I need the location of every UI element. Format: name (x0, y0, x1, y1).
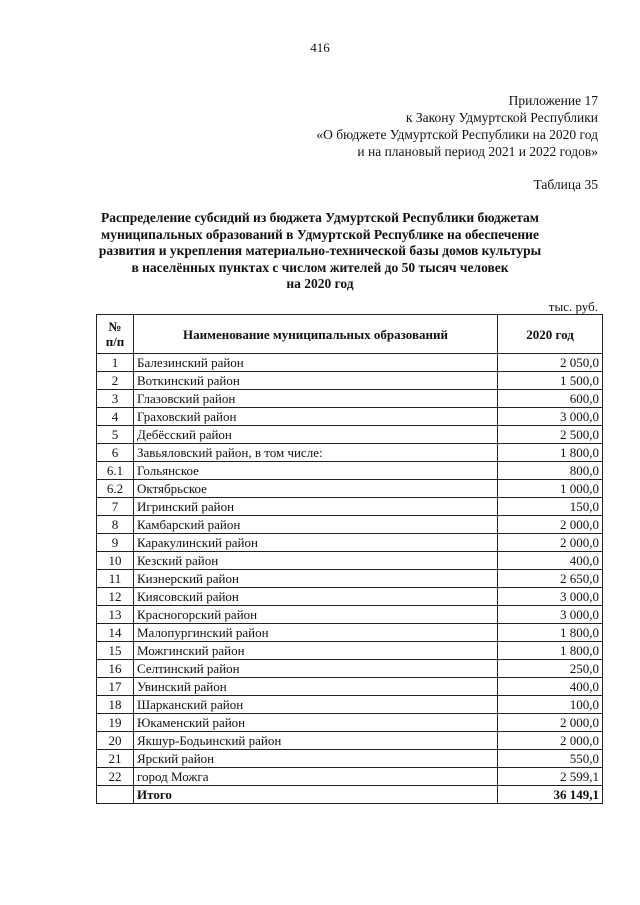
row-number: 16 (97, 660, 134, 678)
row-number: 6.2 (97, 480, 134, 498)
row-number: 21 (97, 750, 134, 768)
row-municipality: Завьяловский район, в том числе: (134, 444, 498, 462)
table-row (97, 372, 603, 390)
row-amount: 1 000,0 (498, 480, 603, 498)
row-number: 17 (97, 678, 134, 696)
row-municipality: Кезский район (134, 552, 498, 570)
header-year: 2020 год (498, 315, 603, 354)
row-municipality: Воткинский район (134, 372, 498, 390)
header-number-symbol: № (108, 319, 122, 334)
row-number: 3 (97, 390, 134, 408)
row-amount: 1 500,0 (498, 372, 603, 390)
row-number: 14 (97, 624, 134, 642)
row-amount: 2 000,0 (498, 516, 603, 534)
row-municipality: Можгинский район (134, 642, 498, 660)
row-number: 13 (97, 606, 134, 624)
row-amount: 2 500,0 (498, 426, 603, 444)
row-number: 4 (97, 408, 134, 426)
row-number: 6.1 (97, 462, 134, 480)
table-header-row (97, 315, 603, 354)
row-municipality: Ярский район (134, 750, 498, 768)
header-name: Наименование муниципальных образований (134, 315, 498, 354)
row-number: 2 (97, 372, 134, 390)
row-municipality: Якшур-Бодьинский район (134, 732, 498, 750)
row-number: 19 (97, 714, 134, 732)
table-row (97, 408, 603, 426)
row-number: 22 (97, 768, 134, 786)
table-row (97, 678, 603, 696)
row-number: 5 (97, 426, 134, 444)
table-row (97, 696, 603, 714)
row-number: 20 (97, 732, 134, 750)
row-amount: 1 800,0 (498, 624, 603, 642)
row-amount: 2 000,0 (498, 732, 603, 750)
row-number: 10 (97, 552, 134, 570)
table-row (97, 768, 603, 786)
row-amount: 2 650,0 (498, 570, 603, 588)
table-row (97, 714, 603, 732)
table-row (97, 660, 603, 678)
title-line: в населённых пунктах с числом жителей до 50 тысяч человек (131, 259, 509, 275)
table-row (97, 624, 603, 642)
appendix-line: к Закону Удмуртской Республики (405, 110, 598, 125)
appendix-line: Приложение 17 (508, 93, 598, 108)
row-number: 6 (97, 444, 134, 462)
table-row (97, 552, 603, 570)
row-amount: 150,0 (498, 498, 603, 516)
row-municipality: Киясовский район (134, 588, 498, 606)
row-number: 18 (97, 696, 134, 714)
row-municipality: Камбарский район (134, 516, 498, 534)
row-municipality: Игринский район (134, 498, 498, 516)
row-number: 7 (97, 498, 134, 516)
total-number-cell (97, 786, 134, 804)
total-amount: 36 149,1 (498, 786, 603, 804)
row-amount: 2 599,1 (498, 768, 603, 786)
row-amount: 3 000,0 (498, 588, 603, 606)
row-amount: 2 050,0 (498, 354, 603, 372)
table-row (97, 588, 603, 606)
table-row (97, 534, 603, 552)
row-number: 12 (97, 588, 134, 606)
table-row (97, 426, 603, 444)
header-number-pp: п/п (105, 334, 125, 349)
row-amount: 2 000,0 (498, 534, 603, 552)
row-municipality: Увинский район (134, 678, 498, 696)
row-number: 9 (97, 534, 134, 552)
table-row (97, 606, 603, 624)
page-number: 416 (310, 40, 330, 55)
row-amount: 1 800,0 (498, 642, 603, 660)
row-amount: 2 000,0 (498, 714, 603, 732)
row-municipality: Красногорский район (134, 606, 498, 624)
table-row (97, 570, 603, 588)
row-amount: 400,0 (498, 552, 603, 570)
appendix-line: «О бюджете Удмуртской Республики на 2020 год (316, 127, 598, 142)
total-label: Итого (134, 786, 498, 804)
row-municipality: Балезинский район (134, 354, 498, 372)
table-row (97, 750, 603, 768)
row-amount: 3 000,0 (498, 408, 603, 426)
table-row (97, 354, 603, 372)
row-municipality: Юкаменский район (134, 714, 498, 732)
table-row (97, 480, 603, 498)
row-municipality: Шарканский район (134, 696, 498, 714)
document-title (80, 210, 560, 293)
row-amount: 400,0 (498, 678, 603, 696)
table-row (97, 390, 603, 408)
table-row (97, 498, 603, 516)
table-row (97, 516, 603, 534)
row-amount: 1 800,0 (498, 444, 603, 462)
title-line: муниципальных образований в Удмуртской Республике на обеспечение (101, 226, 539, 242)
row-municipality: Октябрьское (134, 480, 498, 498)
header-number (97, 315, 134, 354)
appendix-block (316, 92, 598, 160)
row-municipality: Малопургинский район (134, 624, 498, 642)
row-amount: 3 000,0 (498, 606, 603, 624)
appendix-line: и на плановый период 2021 и 2022 годов» (357, 144, 598, 159)
row-amount: 550,0 (498, 750, 603, 768)
row-municipality: Дебёсский район (134, 426, 498, 444)
row-municipality: город Можга (134, 768, 498, 786)
row-number: 1 (97, 354, 134, 372)
row-amount: 800,0 (498, 462, 603, 480)
table-body (97, 354, 603, 804)
title-line: Распределение субсидий из бюджета Удмуртской Республики бюджетам (100, 210, 540, 225)
row-amount: 600,0 (498, 390, 603, 408)
table-number: Таблица 35 (533, 177, 598, 192)
row-municipality: Граховский район (134, 408, 498, 426)
row-municipality: Гольянское (134, 462, 498, 480)
row-number: 8 (97, 516, 134, 534)
row-municipality: Каракулинский район (134, 534, 498, 552)
total-row (97, 786, 603, 804)
row-municipality: Глазовский район (134, 390, 498, 408)
table-row (97, 444, 603, 462)
row-amount: 100,0 (498, 696, 603, 714)
title-line: развития и укрепления материально-технической базы домов культуры (98, 243, 542, 258)
units-label: тыс. руб. (548, 299, 598, 314)
row-municipality: Селтинский район (134, 660, 498, 678)
row-municipality: Кизнерский район (134, 570, 498, 588)
title-line: на 2020 год (286, 276, 354, 291)
row-number: 15 (97, 642, 134, 660)
table-row (97, 732, 603, 750)
row-number: 11 (97, 570, 134, 588)
subsidy-table (96, 314, 603, 804)
table-row (97, 462, 603, 480)
table-row (97, 642, 603, 660)
row-amount: 250,0 (498, 660, 603, 678)
